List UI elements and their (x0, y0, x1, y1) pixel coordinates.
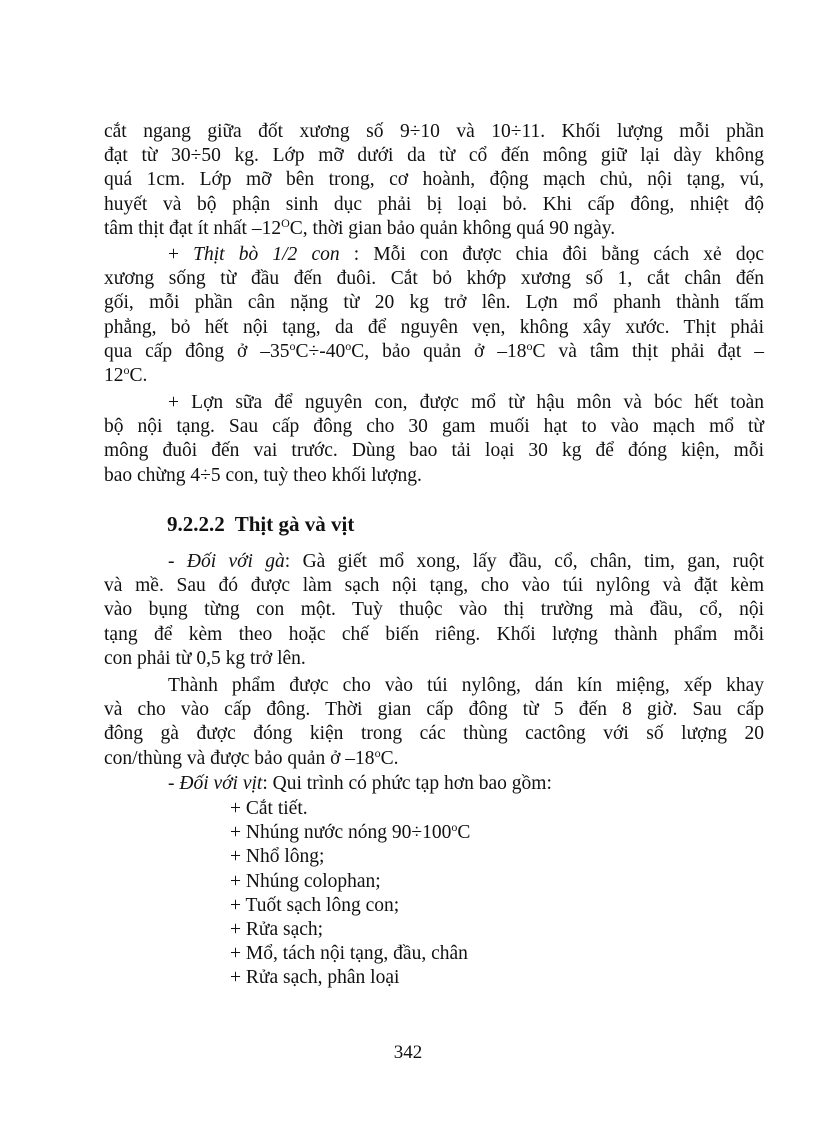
text-line: và cho vào cấp đông. Thời gian cấp đông từ 5 đến 8 giờ. Sau cấp (104, 699, 764, 721)
page-number: 342 (393, 1042, 423, 1063)
term-italic: Thịt bò 1/2 con (193, 244, 340, 265)
text-line: tạng để kèm theo hoặc chế biến riêng. Khối lượng thành phẩm mỗi (104, 623, 764, 645)
text-line: quá 1cm. Lớp mỡ bên trong, cơ hoành, động mạch chủ, nội tạng, vú, (104, 169, 764, 191)
text-line: huyết và bộ phận sinh dục phải bị loại bỏ. Khi cấp đông, nhiệt độ (104, 193, 764, 215)
text-line: cắt ngang giữa đốt xương số 9÷10 và 10÷11. Khối lượng mỗi phần (104, 121, 764, 142)
text-line: con phải từ 0,5 kg trở lên. (104, 647, 306, 669)
list-item: + Nhúng nước nóng $90\div 100^oC$ (230, 820, 471, 844)
paragraph-packaging (104, 674, 764, 771)
term-italic: Đối với gà (186, 551, 285, 572)
text-line: và mề. Sau đó được làm sạch nội tạng, cho vào túi nylông và đặt kèm (104, 575, 764, 597)
text-line: - Đối với gà: Gà giết mổ xong, lấy đầu, cổ, chân, tim, gan, ruột (168, 551, 765, 572)
text-line: + Lợn sữa để nguyên con, được mổ từ hậu môn và bóc hết toàn (168, 392, 764, 413)
list-item: + Nhúng colophan; (230, 870, 381, 892)
text-line: đông gà được đóng kiện trong các thùng cactông với số lượng 20 (104, 723, 764, 745)
term-italic: Đối với vịt (179, 773, 263, 794)
list-item: + Tuốt sạch lông con; (230, 894, 400, 916)
text-line: bao chừng 4÷5 con, tuỳ theo khối lượng. (104, 464, 422, 486)
list-item: + Mổ, tách nội tạng, đầu, chân (230, 943, 468, 965)
paragraph-chicken (104, 550, 764, 671)
text-line: 12$^o$C. (104, 362, 148, 386)
paragraph-duck (104, 772, 764, 796)
list-item: + Rửa sạch, phân loại (230, 967, 400, 989)
section-number: 9.2.2.2 (167, 512, 225, 536)
section-heading (167, 512, 354, 537)
text-line: Thành phẩm được cho vào túi nylông, dán kín miệng, xếp khay (168, 675, 764, 696)
text-line: - Đối với vịt: Qui trình có phức tạp hơn bao gồm: (168, 773, 552, 794)
duck-process-steps (104, 797, 764, 991)
text-line: vào bụng từng con một. Tuỳ thuộc vào thị trường mà đầu, cổ, nội (104, 599, 764, 621)
text-line: phẳng, bỏ hết nội tạng, da để nguyên vẹn, không xây xước. Thịt phải (104, 316, 764, 338)
paragraph-suckling-pig (104, 391, 764, 488)
text-line: bộ nội tạng. Sau cấp đông cho 30 gam muối hạt to vào mạch mổ từ (104, 416, 764, 438)
text-line: con/thùng và được bảo quản ở –18$^o$C. (104, 745, 399, 769)
text-line: tâm thịt đạt ít nhất $-12^OC$, thời gian bảo quản không quá 90 ngày. (104, 215, 616, 239)
section-title: Thịt gà và vịt (234, 512, 355, 536)
text-line: qua cấp đông ở $-35^oC\div-40^oC$, bảo quản ở –18$^o$C và tâm thịt phải đạt – (104, 338, 764, 362)
list-item: + Nhổ lông; (230, 846, 325, 868)
list-item: + Rửa sạch; (230, 918, 324, 940)
paragraph-half-carcass (104, 243, 764, 388)
text-line: đạt từ 30÷50 kg. Lớp mỡ dưới da từ cổ đến mông giữ lại dày không (104, 145, 764, 167)
paragraph-pork-cut (104, 120, 764, 241)
text-line: gối, mỗi phần cân nặng từ 20 kg trở lên. Lợn mổ phanh thành tấm (104, 292, 764, 314)
text-line: mông đuôi đến vai trước. Dùng bao tải loại 30 kg để đóng kiện, mỗi (104, 440, 764, 462)
text-line: xương sống từ đầu đến đuôi. Cắt bỏ khớp xương số 1, cắt chân đến (104, 268, 764, 290)
text-line: + Thịt bò 1/2 con : Mỗi con được chia đôi bằng cách xẻ dọc (168, 244, 765, 265)
list-item: + Cắt tiết. (230, 798, 308, 819)
